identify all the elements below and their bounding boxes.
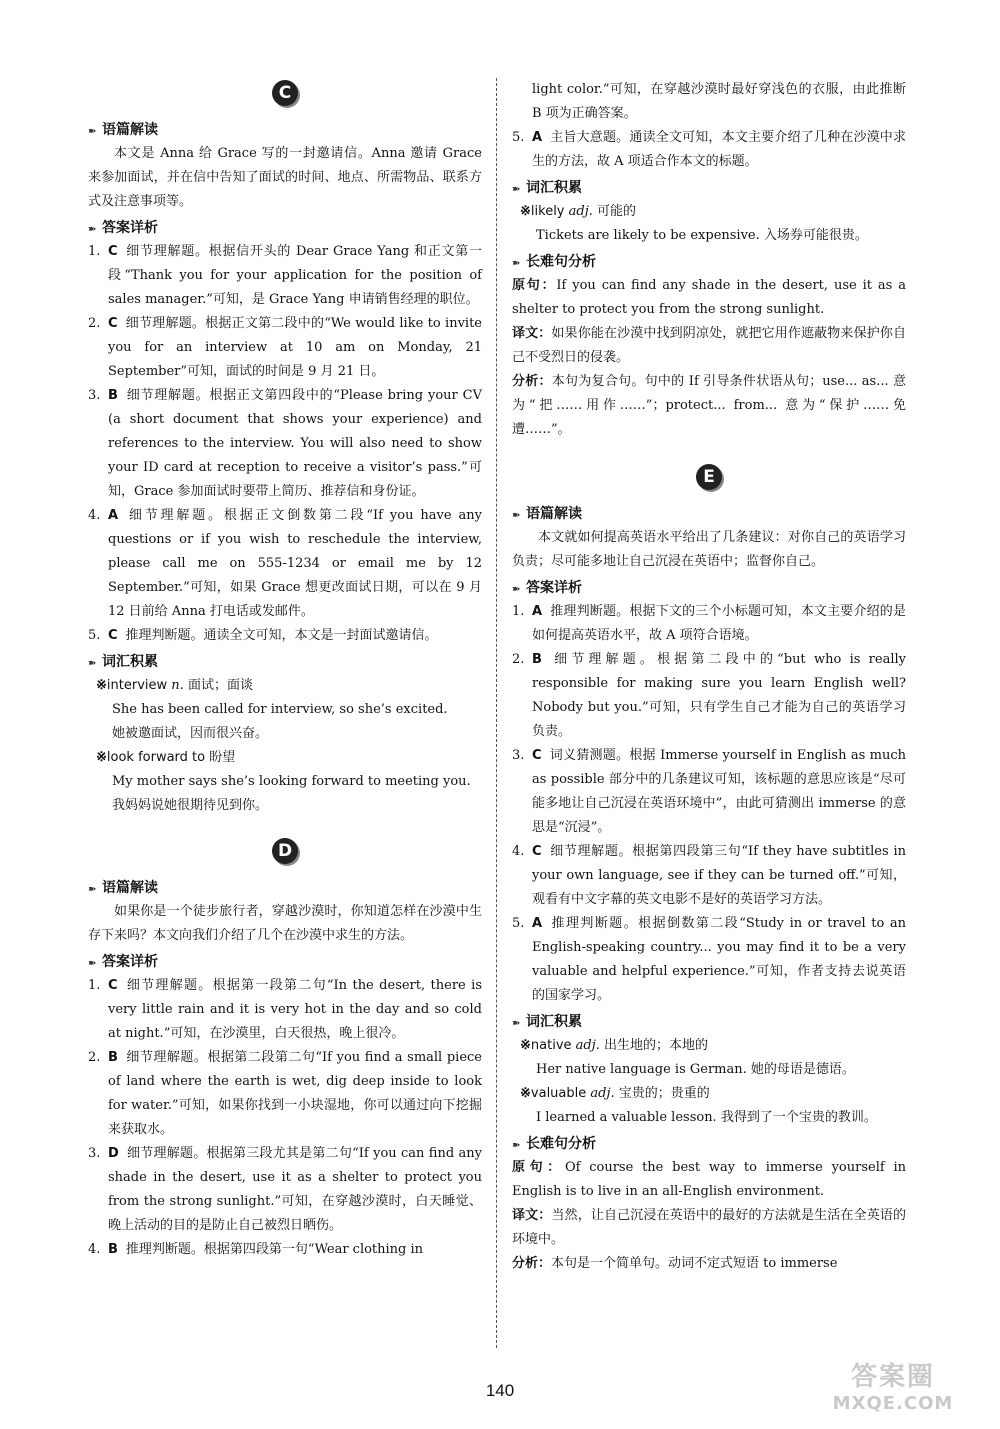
answer-letter: C	[108, 628, 118, 643]
answer-letter: C	[532, 748, 542, 763]
item-number: 2.	[88, 1050, 101, 1065]
heading-label: 答案详析	[102, 954, 158, 970]
answer-explanation: 细节理解题。根据正文第四段中的“Please bring your CV (a short document that shows your experience) and references to the interview. You will also need to show your ID card at reception to receive a visitor’s pass.”可知，Grace 参加面试时要带上简历、推荐信和身份证。	[108, 388, 482, 499]
section-d-badge-wrap	[88, 838, 482, 872]
vocab-word: native	[530, 1038, 572, 1053]
example-en: My mother says she’s looking forward to meeting you.	[112, 774, 471, 789]
vocab-head	[520, 200, 906, 224]
answer-detail-heading	[88, 216, 482, 240]
answer-explanation: 词义猜测题。根据 Immerse yourself in English as much as possible 部分中的几条建议可知，该标题的意思应该是“尽可能多地让自己沉浸在英语环境中”，由此可猜测出 immerse 的意思是“沉浸”。	[532, 748, 906, 835]
answer-explanation: 细节理解题。根据第二段中的“but who is really responsible for making sure you learn English well? Nobody but you.”可知，只有学生自己才能为自己的英语学习负责。	[532, 652, 906, 739]
answer-letter: B	[108, 388, 118, 403]
answer-explanation: 推理判断题。根据下文的三个小标题可知，本文主要介绍的是如何提高英语水平，故 A 项符合语境。	[532, 604, 906, 643]
answer-explanation: 细节理解题。根据正文倒数第二段“If you have any questions or if you wish to reschedule the interview, please call me on 555-1234 or email me by 12 September.”可知，如果 Grace 想更改面试日期，可以在 9 月 12 日前给 Anna 打电话或发邮件。	[108, 508, 482, 619]
item-number: 2.	[88, 316, 101, 331]
vocab-word: likely	[530, 204, 565, 219]
vocab-word: look forward to	[106, 750, 206, 765]
sentence-analysis-heading	[512, 1132, 906, 1156]
star-icon: ※	[520, 1086, 531, 1101]
vocab-entry	[88, 746, 482, 818]
answer-explanation: 主旨大意题。通读全文可知，本文主要介绍了几种在沙漠中求生的方法，故 A 项适合作本文的标题。	[532, 130, 906, 169]
item-number: 3.	[88, 388, 101, 403]
example-cn: 她被邀面试，因而很兴奋。	[112, 726, 269, 741]
vocab-entry	[512, 1082, 906, 1130]
translation-text: 当然，让自己沉浸在英语中的最好的方法就是生活在全英语的环境中。	[512, 1208, 906, 1247]
vocab-meaning: 盼望	[209, 750, 236, 765]
answer-item	[88, 504, 482, 624]
answer-letter: B	[532, 652, 542, 667]
watermark-logo	[808, 1361, 978, 1421]
answer-item	[88, 312, 482, 384]
right-column	[512, 78, 906, 1276]
vocabulary-heading	[512, 176, 906, 200]
translation-label: 译文：	[512, 326, 552, 341]
answer-explanation: 细节理解题。根据第四段第三句“If they have subtitles in your own language, see if they can be turned off.”可知，观看有中文字幕的英文电影不是好的英语学习方法。	[532, 844, 906, 907]
answer-item	[88, 974, 482, 1046]
section-e-badge-wrap	[512, 464, 906, 498]
answer-explanation: 细节理解题。根据第一段第二句“In the desert, there is very little rain and it is very hot in the day and so cold at night.”可知，在沙漠里，白天很热，晚上很冷。	[108, 978, 482, 1041]
vocab-entry	[88, 674, 482, 746]
example-en: She has been called for interview, so she’s excited.	[112, 702, 448, 717]
answer-item	[512, 648, 906, 744]
section-c-badge-wrap	[88, 80, 482, 114]
answer-item	[88, 384, 482, 504]
star-icon: ※	[96, 678, 107, 693]
item-number: 4.	[88, 1242, 101, 1257]
reading-analysis-text: 如果你是一个徒步旅行者，穿越沙漠时，你知道怎样在沙漠中生存下来吗？本文向我们介绍了几个在沙漠中求生的方法。	[88, 904, 482, 943]
answer-letter: C	[108, 316, 118, 331]
vocab-entry	[512, 1034, 906, 1082]
analysis-label: 分析：	[512, 374, 552, 389]
arrow-icon: ➽	[88, 126, 97, 137]
answer-item	[88, 1046, 482, 1142]
answer-item	[512, 126, 906, 174]
original-label: 原句：	[512, 278, 557, 293]
analysis	[512, 370, 906, 442]
vocab-meaning: 宝贵的；贵重的	[618, 1086, 710, 1101]
answer-item	[88, 240, 482, 312]
answer-explanation: 推理判断题。通读全文可知，本文是一封面试邀请信。	[125, 628, 438, 643]
vocab-pos: adj.	[575, 1038, 600, 1053]
heading-label: 答案详析	[526, 580, 582, 596]
arrow-icon: ➽	[88, 658, 97, 669]
vocabulary-heading	[88, 650, 482, 674]
reading-analysis-text: 本文是 Anna 给 Grace 写的一封邀请信。Anna 邀请 Grace 来参加面试，并在信中告知了面试的时间、地点、所需物品、联系方式及注意事项等。	[88, 146, 482, 209]
arrow-icon: ➽	[512, 510, 521, 521]
section-d-badge: D	[272, 838, 298, 864]
item-number: 1.	[512, 604, 525, 619]
heading-label: 语篇解读	[526, 506, 582, 522]
vocabulary-heading	[512, 1010, 906, 1034]
answer-letter: C	[108, 978, 118, 993]
answer-explanation: 推理判断题。根据第四段第一句“Wear clothing in	[125, 1242, 424, 1257]
heading-label: 长难句分析	[526, 1136, 596, 1152]
item-number: 2.	[512, 652, 525, 667]
arrow-icon: ➽	[512, 584, 521, 595]
analysis-text: 本句是一个简单句。动词不定式短语 to immerse	[551, 1256, 838, 1271]
item-number: 4.	[88, 508, 101, 523]
original-sentence	[512, 1156, 906, 1204]
example-cn: 她的母语是德语。	[750, 1062, 855, 1077]
vocab-entry	[512, 200, 906, 248]
item-number: 5.	[88, 628, 101, 643]
answer-item	[88, 1238, 482, 1262]
column-divider	[496, 78, 497, 1348]
vocab-meaning: 可能的	[597, 204, 637, 219]
page-number: 140	[485, 1381, 515, 1400]
star-icon: ※	[520, 204, 531, 219]
star-icon: ※	[96, 750, 107, 765]
translation-label: 译文：	[512, 1208, 552, 1223]
example-line	[520, 1058, 906, 1082]
vocab-head	[96, 674, 482, 698]
vocab-meaning: 面试；面谈	[187, 678, 253, 693]
answer-explanation: 细节理解题。根据第三段尤其是第二句“If you can find any shade in the desert, use it as a shelter to protect you from the strong sunlight.”可知，在穿越沙漠时，白天睡觉、晚上活动的目的是防止自己被烈日晒伤。	[108, 1146, 482, 1233]
vocab-pos: n.	[171, 678, 184, 693]
heading-label: 语篇解读	[102, 880, 158, 896]
answer-letter: A	[532, 604, 543, 619]
vocab-head	[520, 1082, 906, 1106]
example-line	[520, 1106, 906, 1130]
vocab-head	[520, 1034, 906, 1058]
answer-letter: A	[532, 130, 543, 145]
watermark-bottom-text: MXQE.COM	[832, 1393, 954, 1414]
item-number: 5.	[512, 130, 525, 145]
answer-item	[88, 624, 482, 648]
answer-continuation	[512, 78, 906, 126]
item-number: 3.	[88, 1146, 101, 1161]
reading-analysis-heading	[512, 502, 906, 526]
answer-list	[88, 240, 482, 648]
translation	[512, 1204, 906, 1252]
heading-label: 答案详析	[102, 220, 158, 236]
translation	[512, 322, 906, 370]
analysis-label: 分析：	[512, 1256, 552, 1271]
star-icon: ※	[520, 1038, 531, 1053]
original-text: If you can find any shade in the desert, use it as a shelter to protect you from the strong sunlight.	[512, 278, 906, 317]
heading-label: 词汇积累	[526, 1014, 582, 1030]
answer-explanation: 细节理解题。根据正文第二段中的“We would like to invite you for an interview at 10 am on Monday, 21 September”可知，面试的时间是 9 月 21 日。	[108, 316, 482, 379]
heading-label: 词汇积累	[102, 654, 158, 670]
answer-explanation: 推理判断题。根据倒数第二段“Study in or travel to an English-speaking country... you may find it to be a very valuable and helpful experience.”可知，作者支持去说英语的国家学习。	[532, 916, 906, 1003]
answer-detail-heading	[88, 950, 482, 974]
vocab-pos: adj.	[590, 1086, 615, 1101]
answer-explanation: 细节理解题。根据信开头的 Dear Grace Yang 和正文第一段“Thank you for your application for the position of sales manager.”可知，是 Grace Yang 申请销售经理的职位。	[108, 244, 482, 307]
answer-item	[512, 744, 906, 840]
answer-item	[512, 912, 906, 1008]
arrow-icon: ➽	[512, 1018, 521, 1029]
left-column	[88, 78, 482, 1262]
answer-letter: D	[108, 1146, 119, 1161]
arrow-icon: ➽	[512, 184, 521, 195]
section-c-badge: C	[272, 80, 298, 106]
example-en: Her native language is German.	[536, 1062, 747, 1077]
vocab-word: valuable	[530, 1086, 587, 1101]
analysis-text: 本句为复合句。句中的 If 引导条件状语从句；use... as... 意为“把……用作……”；protect... from... 意为“保护……免遭……”。	[512, 374, 906, 437]
answer-item	[88, 1142, 482, 1238]
original-label: 原句：	[512, 1160, 565, 1175]
example-en: Tickets are likely to be expensive.	[536, 228, 760, 243]
arrow-icon: ➽	[512, 1140, 521, 1151]
analysis	[512, 1252, 906, 1276]
answer-detail-heading	[512, 576, 906, 600]
answer-letter: B	[108, 1242, 118, 1257]
arrow-icon: ➽	[88, 224, 97, 235]
heading-label: 语篇解读	[102, 122, 158, 138]
answer-letter: A	[532, 916, 543, 931]
answer-letter: A	[108, 508, 119, 523]
reading-analysis-heading	[88, 876, 482, 900]
reading-analysis-heading	[88, 118, 482, 142]
example-line	[520, 224, 906, 248]
answer-letter: C	[108, 244, 118, 259]
answer-item	[512, 600, 906, 648]
vocab-word: interview	[106, 678, 168, 693]
item-number: 3.	[512, 748, 525, 763]
vocab-pos: adj.	[568, 204, 593, 219]
heading-label: 长难句分析	[526, 254, 596, 270]
example-cn: 我得到了一个宝贵的教训。	[720, 1110, 877, 1125]
answer-list	[512, 600, 906, 1008]
answer-letter: B	[108, 1050, 118, 1065]
answer-item	[512, 840, 906, 912]
vocab-head	[96, 746, 482, 770]
translation-text: 如果你能在沙漠中找到阴凉处，就把它用作遮蔽物来保护你自己不受烈日的侵袭。	[512, 326, 906, 365]
reading-analysis-text: 本文就如何提高英语水平给出了几条建议：对你自己的英语学习负责；尽可能多地让自己沉浸在英语中；监督你自己。	[512, 530, 906, 569]
vocab-meaning: 出生地的；本地的	[604, 1038, 709, 1053]
answer-letter: C	[532, 844, 542, 859]
arrow-icon: ➽	[88, 884, 97, 895]
example-cn: 入场券可能很贵。	[763, 228, 868, 243]
original-sentence	[512, 274, 906, 322]
arrow-icon: ➽	[88, 958, 97, 969]
item-number: 1.	[88, 978, 101, 993]
answer-list	[88, 974, 482, 1262]
item-number: 4.	[512, 844, 525, 859]
arrow-icon: ➽	[512, 258, 521, 269]
watermark-top-text: 答案圈	[850, 1362, 935, 1392]
section-e-badge: E	[696, 464, 722, 490]
continued-text: light color.”可知，在穿越沙漠时最好穿浅色的衣服，由此推断 B 项为正确答案。	[532, 82, 906, 121]
item-number: 1.	[88, 244, 101, 259]
answer-explanation: 细节理解题。根据第二段第二句“If you find a small piece of land where the earth is wet, dig deep inside to look for water.”可知，如果你找到一小块湿地，你可以通过向下挖掘来获取水。	[108, 1050, 482, 1137]
original-text: Of course the best way to immerse yourself in English is to live in an all-English environment.	[512, 1160, 906, 1199]
sentence-analysis-heading	[512, 250, 906, 274]
item-number: 5.	[512, 916, 525, 931]
heading-label: 词汇积累	[526, 180, 582, 196]
example-cn: 我妈妈说她很期待见到你。	[112, 798, 269, 813]
example-en: I learned a valuable lesson.	[536, 1110, 717, 1125]
